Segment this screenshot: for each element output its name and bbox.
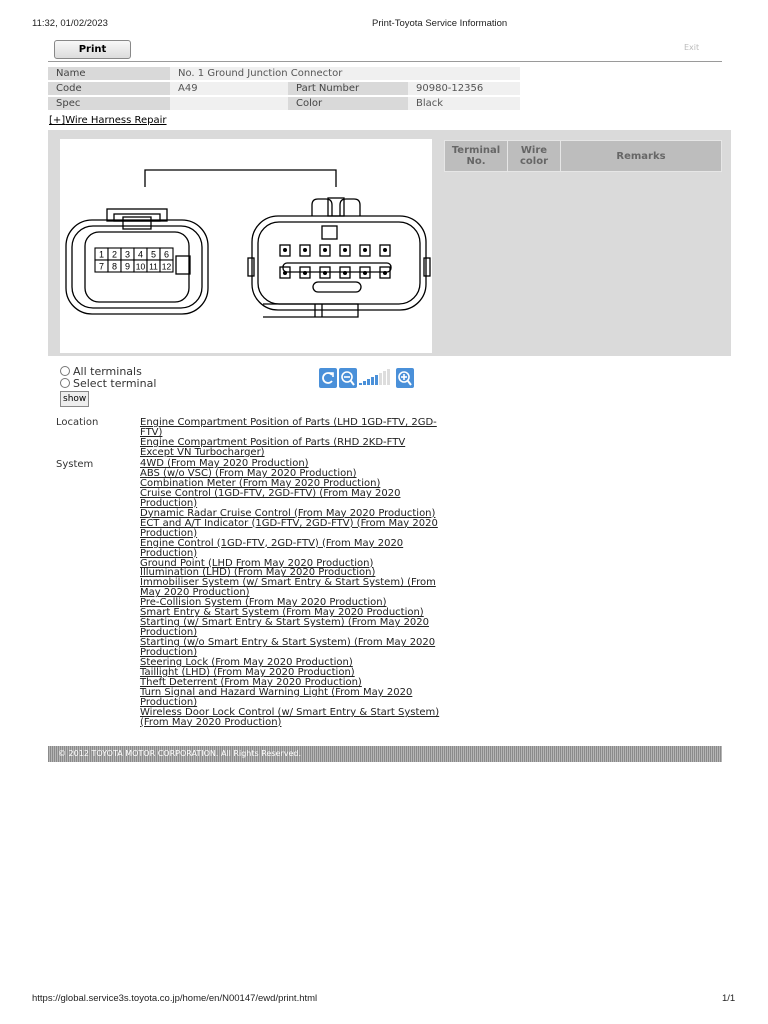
show-button[interactable]: show (60, 391, 89, 407)
print-button[interactable]: Print (54, 40, 131, 59)
color-value: Black (408, 97, 520, 110)
location-link[interactable]: Engine Compartment Position of Parts (LHD 1GD-FTV, 2GD-FTV) (140, 417, 437, 438)
color-label: Color (288, 97, 408, 110)
zoom-in-icon[interactable] (396, 368, 414, 388)
terminal-select-group (60, 366, 156, 390)
wire-harness-label: Wire Harness Repair (65, 115, 167, 126)
pin-8[interactable]: 8 (111, 261, 118, 272)
system-link[interactable]: Cruise Control (1GD-FTV, 2GD-FTV) (From May 2020 Production) (140, 487, 401, 509)
system-link[interactable]: Steering Lock (From May 2020 Production) (140, 657, 353, 669)
system-link[interactable]: Taillight (LHD) (From May 2020 Production) (140, 667, 355, 679)
name-value: No. 1 Ground Junction Connector (170, 67, 520, 80)
system-link[interactable]: Ground Point (LHD From May 2020 Production) (140, 557, 374, 569)
system-link[interactable]: Turn Signal and Hazard Warning Light (From May 2020 Production) (140, 686, 413, 708)
pin-11[interactable]: 11 (149, 261, 158, 272)
print-url: https://global.service3s.toyota.co.jp/home/en/N00147/ewd/print.html (32, 993, 318, 1004)
system-link[interactable]: Pre-Collision System (From May 2020 Production) (140, 597, 387, 609)
pin-1[interactable]: 1 (98, 249, 105, 260)
terminal-no-header: Terminal No. (445, 141, 508, 172)
wire-harness-repair-link[interactable] (49, 115, 167, 126)
system-link[interactable]: ABS (w/o VSC) (From May 2020 Production) (140, 467, 357, 479)
system-link[interactable]: Immobiliser System (w/ Smart Entry & Start System) (From May 2020 Production) (140, 577, 436, 599)
system-link[interactable]: Illumination (LHD) (From May 2020 Production) (140, 567, 376, 579)
zoom-out-icon[interactable] (339, 368, 357, 388)
pin-12[interactable]: 12 (161, 261, 172, 272)
system-link[interactable]: Engine Control (1GD-FTV, 2GD-FTV) (From May 2020 Production) (140, 537, 404, 559)
system-link[interactable]: Theft Deterrent (From May 2020 Production) (140, 676, 362, 688)
connector-diagram (60, 139, 432, 353)
system-link[interactable]: Starting (w/ Smart Entry & Start System) (From May 2020 Production) (140, 617, 430, 639)
copyright-footer (48, 746, 722, 762)
system-link[interactable]: Smart Entry & Start System (From May 2020 Production) (140, 607, 424, 619)
print-page-number: 1/1 (722, 993, 736, 1004)
print-datetime: 11:32, 01/02/2023 (32, 18, 108, 29)
zoom-level-bars[interactable] (359, 369, 390, 385)
system-link[interactable]: ECT and A/T Indicator (1GD-FTV, 2GD-FTV) (From May 2020 Production) (140, 517, 438, 539)
select-terminal-label: Select terminal (73, 377, 157, 390)
pin-6[interactable]: 6 (163, 249, 170, 260)
all-terminals-radio[interactable] (60, 366, 70, 376)
print-page-title: Print-Toyota Service Information (372, 18, 508, 29)
zoom-controls (318, 367, 418, 393)
wire-color-header: Wire color (508, 141, 561, 172)
system-link[interactable]: Dynamic Radar Cruise Control (From May 2020 Production) (140, 507, 436, 519)
location-links (140, 418, 440, 458)
system-link[interactable]: 4WD (From May 2020 Production) (140, 458, 309, 469)
name-label: Name (48, 67, 170, 80)
select-terminal-radio[interactable] (60, 378, 70, 388)
spec-value (170, 97, 288, 110)
part-info-table (48, 65, 520, 112)
pin-9[interactable]: 9 (124, 261, 131, 272)
pin-10[interactable]: 10 (135, 261, 146, 272)
system-link[interactable]: Starting (w/o Smart Entry & Start System) (From May 2020 Production) (140, 637, 436, 659)
system-link[interactable]: Combination Meter (From May 2020 Production) (140, 477, 381, 489)
pin-2[interactable]: 2 (111, 249, 118, 260)
exit-link[interactable]: Exit (684, 43, 700, 52)
pin-3[interactable]: 3 (124, 249, 131, 260)
copyright-text: © 2012 TOYOTA MOTOR CORPORATION. All Rights Reserved. (58, 749, 301, 758)
system-links (140, 459, 440, 728)
code-value: A49 (170, 82, 288, 95)
system-link[interactable]: Wireless Door Lock Control (w/ Smart Entry & Start System) (From May 2020 Production) (140, 706, 440, 728)
pin-5[interactable]: 5 (150, 249, 157, 260)
reset-zoom-icon[interactable] (319, 368, 337, 388)
connector-drawing (60, 139, 432, 353)
code-label: Code (48, 82, 170, 95)
terminal-table (444, 140, 722, 172)
wire-harness-prefix: [+] (49, 115, 66, 126)
all-terminals-label: All terminals (73, 365, 142, 378)
location-link[interactable]: Engine Compartment Position of Parts (RHD 2KD-FTV Except VN Turbocharger) (140, 436, 406, 458)
part-number-label: Part Number (288, 82, 408, 95)
spec-label: Spec (48, 97, 170, 110)
top-divider (48, 61, 722, 62)
system-label: System (56, 459, 94, 470)
location-label: Location (56, 417, 99, 428)
remarks-header: Remarks (561, 141, 722, 172)
pin-4[interactable]: 4 (137, 249, 144, 260)
select-terminal-option[interactable] (60, 378, 156, 390)
pin-7[interactable]: 7 (98, 261, 105, 272)
part-number-value: 90980-12356 (408, 82, 520, 95)
